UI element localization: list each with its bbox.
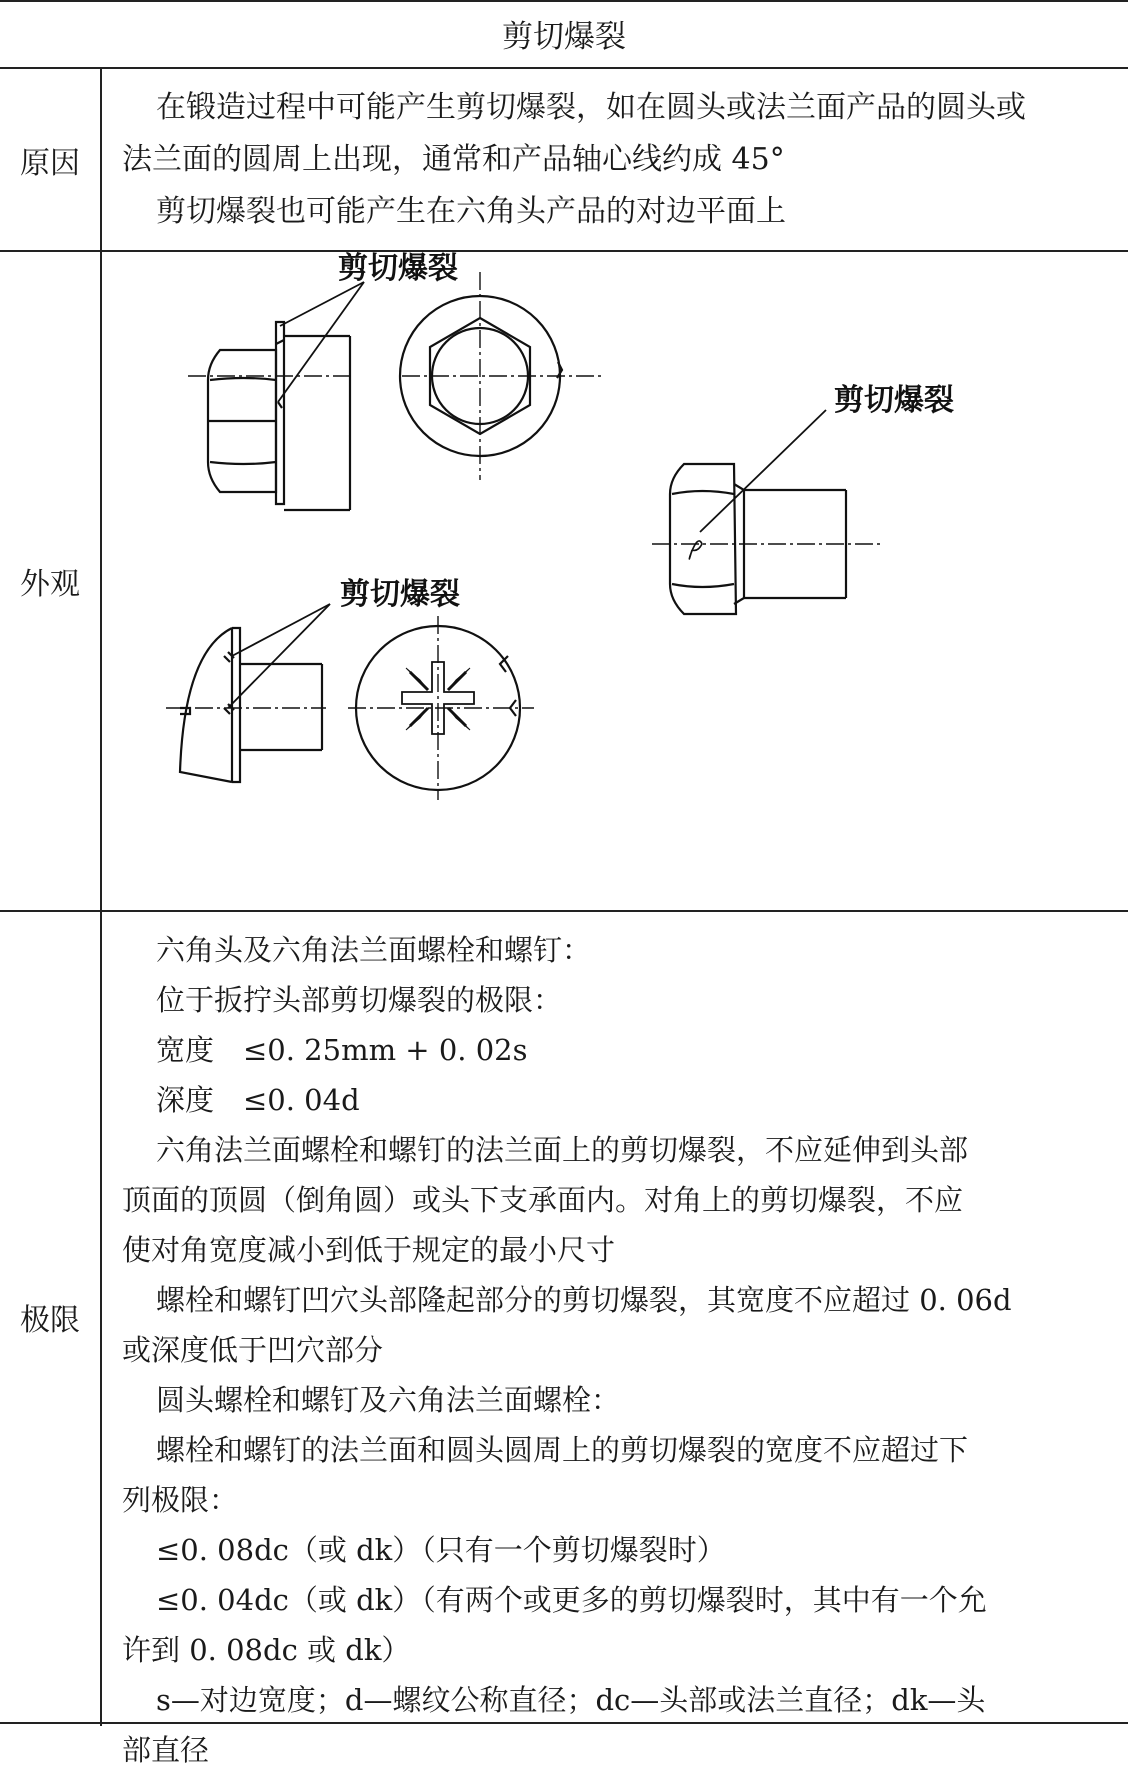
limits-line: 使对角宽度减小到低于规定的最小尺寸 <box>122 1233 616 1267</box>
limits-line: 螺栓和螺钉凹穴头部隆起部分的剪切爆裂，其宽度不应超过 0. 06d <box>156 1283 1012 1317</box>
limits-line: 圆头螺栓和螺钉及六角法兰面螺栓： <box>156 1383 621 1417</box>
limits-line: ≤0. 08dc（或 dk）（只有一个剪切爆裂时） <box>156 1533 726 1567</box>
limits-line: ≤0. 04dc（或 dk）（有两个或更多的剪切爆裂时，其中有一个允 <box>156 1583 987 1617</box>
limits-line: 列极限： <box>122 1483 239 1517</box>
callout-leader-right <box>700 410 826 532</box>
callout-leader-bottom <box>232 604 330 656</box>
row-label-limits: 极限 <box>20 1303 80 1338</box>
callout-label-bottom: 剪切爆裂 <box>340 577 460 612</box>
row-label-cause: 原因 <box>20 145 80 181</box>
cause-text <box>122 82 1116 238</box>
limits-line: 宽度 ≤0. 25mm + 0. 02s <box>156 1033 528 1067</box>
limits-line: 螺栓和螺钉的法兰面和圆头圆周上的剪切爆裂的宽度不应超过下 <box>156 1433 969 1467</box>
callout-leader-top <box>278 282 364 402</box>
limits-line: 六角法兰面螺栓和螺钉的法兰面上的剪切爆裂，不应延伸到头部 <box>156 1133 969 1167</box>
cause-paragraph-1: 在锻造过程中可能产生剪切爆裂，如在圆头或法兰面产品的圆头或 <box>156 90 1026 125</box>
table-title: 剪切爆裂 <box>502 19 626 55</box>
limits-text <box>122 925 1116 1775</box>
row-divider <box>0 910 1128 912</box>
callout-label-top: 剪切爆裂 <box>338 252 458 286</box>
hex-bolt-side-view <box>652 410 884 614</box>
pan-head-screw-side-view <box>166 604 330 782</box>
limits-line: s—对边宽度；d—螺纹公称直径；dc—头部或法兰直径；dk—头 <box>156 1683 986 1717</box>
limits-line: 顶面的顶圆（倒角圆）或头下支承面内。对角上的剪切爆裂，不应 <box>122 1183 964 1217</box>
row-label-appearance: 外观 <box>20 567 80 602</box>
limits-line: 部直径 <box>122 1733 210 1767</box>
appearance-figure <box>102 252 1126 908</box>
cause-paragraph-2: 剪切爆裂也可能产生在六角头产品的对边平面上 <box>156 194 786 229</box>
limits-line: 位于扳拧头部剪切爆裂的极限： <box>156 983 563 1017</box>
callout-label-right: 剪切爆裂 <box>834 383 954 418</box>
hex-flange-bolt-end-view <box>400 272 604 480</box>
row-divider <box>0 67 1128 69</box>
limits-line: 或深度低于凹穴部分 <box>122 1333 384 1367</box>
pan-head-screw-end-view <box>348 616 534 800</box>
limits-line: 六角头及六角法兰面螺栓和螺钉： <box>156 933 592 967</box>
hex-flange-bolt-side-view <box>188 322 354 510</box>
limits-line: 深度 ≤0. 04d <box>156 1083 360 1117</box>
cause-paragraph-1-cont: 法兰面的圆周上出现，通常和产品轴心线约成 45° <box>122 142 785 177</box>
limits-line: 许到 0. 08dc 或 dk） <box>122 1633 411 1667</box>
